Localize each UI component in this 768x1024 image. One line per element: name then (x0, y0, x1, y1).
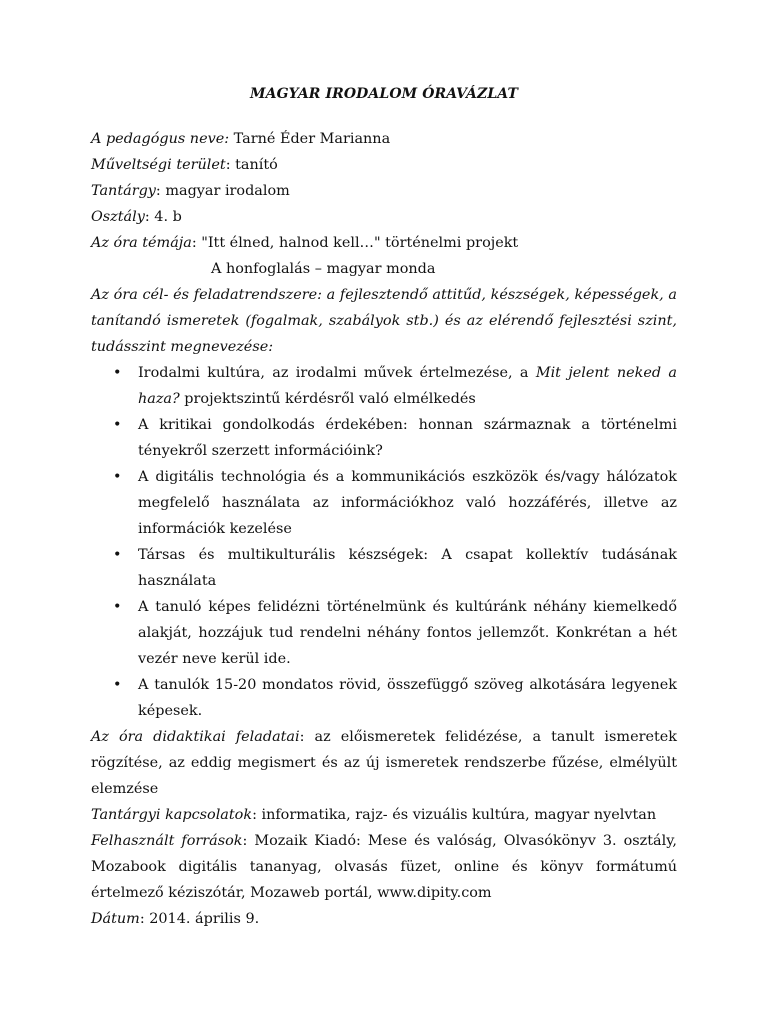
subject-connections (91, 802, 677, 828)
field-class (91, 204, 677, 230)
field-area-label: Műveltségi terület (91, 157, 226, 173)
document-body (91, 126, 677, 932)
field-class-label: Osztály (91, 209, 145, 225)
list-item-text-start: Irodalmi kultúra, az irodalmi művek értelmezése, a (138, 365, 536, 381)
goals-list (91, 360, 677, 724)
list-item-text: A tanulók 15-20 mondatos rövid, összefüggő szöveg alkotására legyenek képesek. (138, 677, 677, 719)
list-item-text (138, 365, 677, 407)
field-teacher-value: Tarné Éder Marianna (229, 131, 391, 147)
bullet-icon: • (113, 417, 122, 433)
didactic-tasks-value: : az előismeretek felidézése, a tanult ismeretek rögzítése, az eddig megismert és az új ismeretek rendszerbe fűzése, elmélyült elemzése (91, 729, 677, 797)
goals-label: Az óra cél- és feladatrendszere: a fejlesztendő attitűd, készségek, képességek, a tanítandó ismeretek (fogalmak, szabályok stb.) és az elérendő fejlesztési szint, tudásszint megnevezése: (91, 287, 677, 355)
field-class-value: : 4. b (144, 209, 182, 225)
bullet-icon: • (113, 469, 122, 485)
list-item-text: A tanuló képes felidézni történelmünk és kultúránk néhány kiemelkedő alakját, hozzájuk tud rendelni néhány fontos jellemzőt. Konkrétan a hét vezér neve kerül ide. (138, 599, 677, 667)
document-title: MAGYAR IRODALOM ÓRAVÁZLAT (250, 86, 518, 102)
sources-used-label: Felhasznált források (91, 833, 243, 849)
didactic-tasks-label: Az óra didaktikai feladatai (91, 729, 300, 745)
sources-used (91, 828, 677, 906)
list-item (91, 542, 677, 594)
list-item (91, 672, 677, 724)
document-date-value: : 2014. április 9. (139, 911, 260, 927)
field-subject-label: Tantárgy (91, 183, 156, 199)
document-date (91, 906, 677, 932)
field-topic (91, 230, 677, 256)
list-item (91, 412, 677, 464)
bullet-icon: • (113, 599, 122, 615)
field-teacher (91, 126, 677, 152)
document-date-label: Dátum (91, 911, 140, 927)
list-item-text-italic: Mit jelent neked a haza? (138, 365, 677, 407)
list-item (91, 360, 677, 412)
field-teacher-label: A pedagógus neve: (91, 131, 230, 147)
field-subject (91, 178, 677, 204)
list-item (91, 594, 677, 672)
subject-connections-label: Tantárgyi kapcsolatok (91, 807, 253, 823)
field-topic-subtitle: A honfoglalás – magyar monda (211, 261, 436, 277)
subject-connections-value: : informatika, rajz- és vizuális kultúra, magyar nyelvtan (252, 807, 657, 823)
bullet-icon: • (113, 677, 122, 693)
field-topic-value: : "Itt élned, halnod kell…" történelmi projekt (191, 235, 519, 251)
list-item-text: A digitális technológia és a kommunikációs eszközök és/vagy hálózatok megfelelő használata az információkhoz való hozzáférés, illetve az információk kezelése (138, 469, 677, 537)
field-area (91, 152, 677, 178)
list-item-text: A kritikai gondolkodás érdekében: honnan származnak a történelmi tényekről szerzett információink? (138, 417, 677, 459)
field-area-value: : tanító (225, 157, 278, 173)
list-item-text: Társas és multikulturális készségek: A csapat kollektív tudásának használata (138, 547, 677, 589)
field-subject-value: : magyar irodalom (155, 183, 290, 199)
didactic-tasks (91, 724, 677, 802)
bullet-icon: • (113, 547, 122, 563)
sources-used-value: : Mozaik Kiadó: Mese és valóság, Olvasókönyv 3. osztály, Mozabook digitális tananyag, olvasás füzet, online és könyv formátumú értelmező kéziszótár, Mozaweb portál, www.dipity.com (91, 833, 677, 901)
list-item-text-end: projektszintű kérdésről való elmélkedés (179, 391, 476, 407)
list-item (91, 464, 677, 542)
field-topic-label: Az óra témája (91, 235, 192, 251)
bullet-icon: • (113, 365, 122, 381)
